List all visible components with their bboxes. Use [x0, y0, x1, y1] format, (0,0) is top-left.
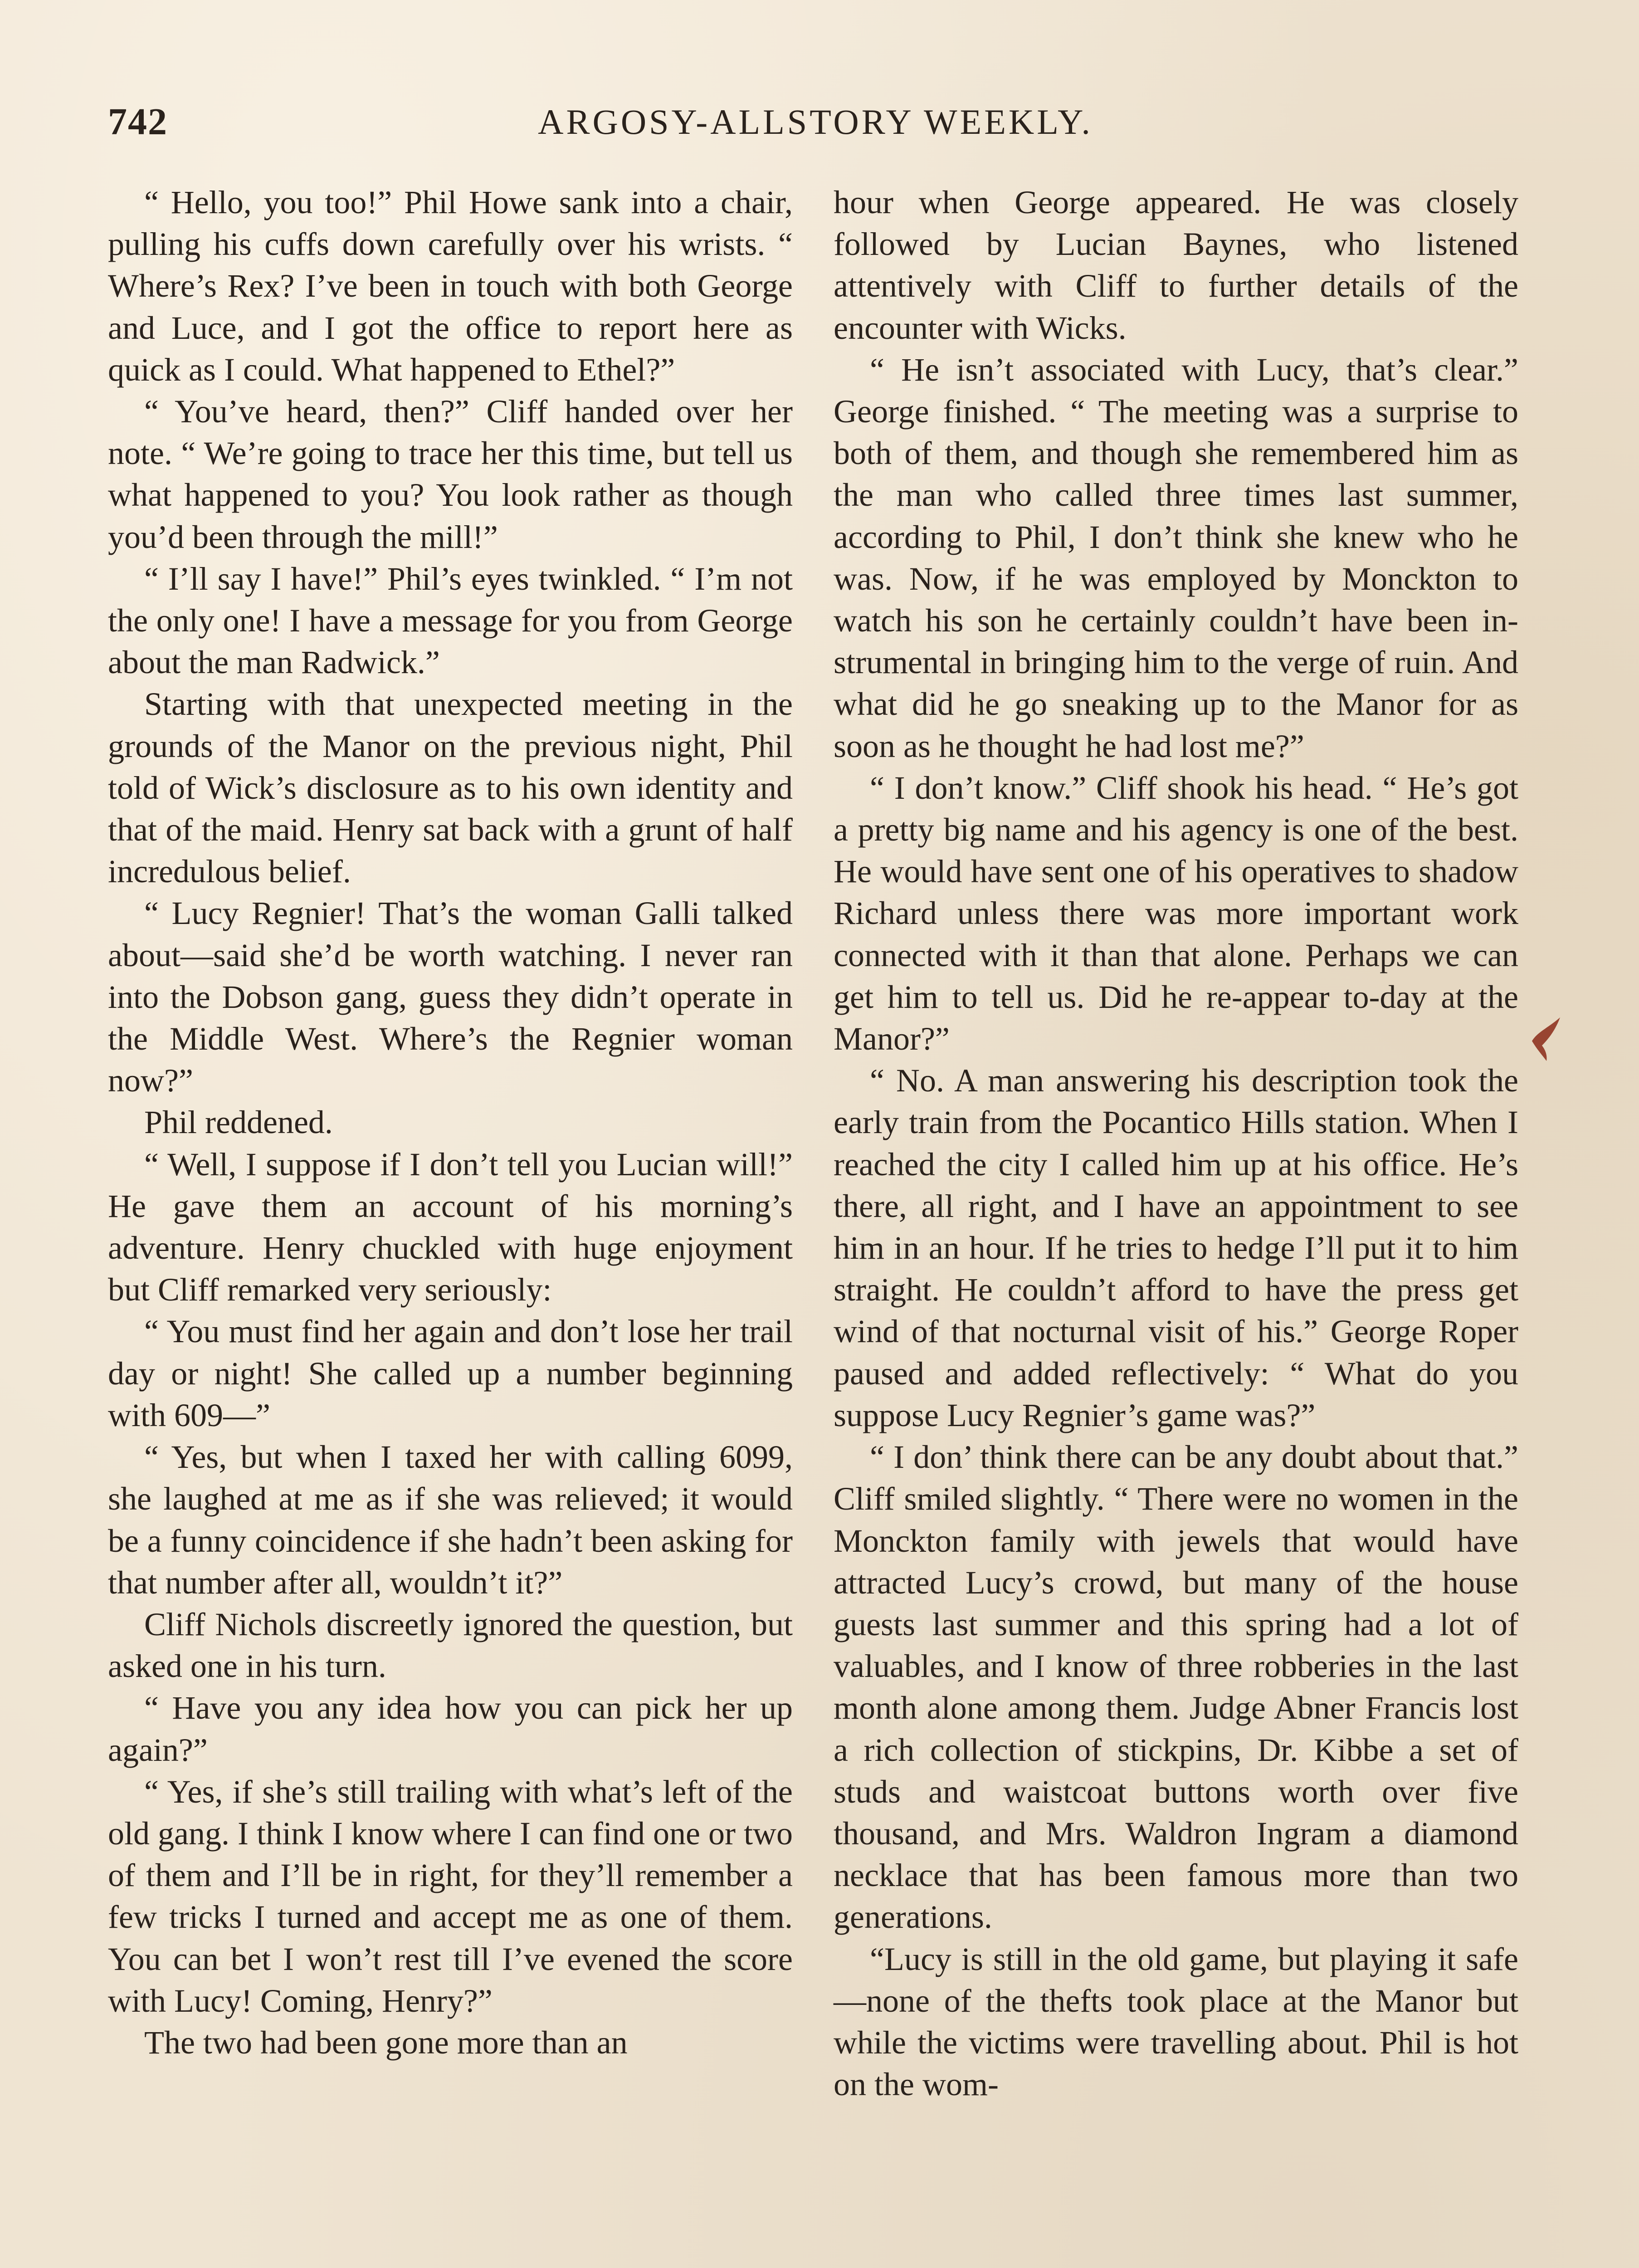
paragraph: “ Well, I suppose if I don’t tell you Lucian will!” He gave them an account of his morning’s adventure. Henry chuckled with huge enjoyment but Cliff remarked very seriously:	[108, 1146, 793, 1308]
paragraph: “ You must find her again and don’t lose her trail day or night! She called up a number beginning with 609—”	[108, 1313, 793, 1433]
paragraph: Phil reddened.	[144, 1104, 333, 1141]
paragraph: “ I’ll say I have!” Phil’s eyes twinkled. “ I’m not the only one! I have a message for you from George about the man Radwick.”	[108, 560, 793, 681]
paragraph: “ Yes, if she’s still trailing with what’s left of the old gang. I think I know where I can find one or two of them and I’ll be in right, for they’ll remember a few tricks I turned and accept me as one of them. You can bet I won’t rest till I’ve evened the score with Lucy! Coming, Henry?”	[108, 1773, 793, 2019]
running-head: ARGOSY-ALLSTORY WEEKLY.	[538, 102, 1093, 142]
paragraph: “ Lucy Regnier! That’s the woman Galli talked about—said she’d be worth watching. I never ran into the Dobson gang, guess they didn’t operate in the Middle West. Where’s the Regnier woman now?”	[108, 895, 793, 1099]
paragraph: Starting with that unexpected meeting in the grounds of the Manor on the previous night, Phil told of Wick’s disclosure as to his own identity and that of the maid. Henry sat back with a grunt of half incredulous belief.	[108, 686, 793, 890]
paragraph: Cliff Nichols discreetly ignored the question, but asked one in his turn.	[108, 1606, 793, 1685]
right-column	[834, 181, 1518, 2105]
paragraph: “ I don’t know.” Cliff shook his head. “ He’s got a pretty big name and his agency is one of the best. He would have sent one of his operatives to shadow Richard unless there was more important work connected with it than that alone. Perhaps we can get him to tell us. Did he re-appear to-day at the Manor?”	[834, 769, 1518, 1057]
paragraph: “Lucy is still in the old game, but playing it safe—none of the thefts took place at the Manor but while the victims were travelling about. Phil is hot on the wom-	[834, 1941, 1518, 2103]
paragraph: “ I don’ think there can be any doubt about that.” Cliff smiled slightly. “ There were no women in the Monckton family with jewels that would have attracted Lucy’s crowd, but many of the house guests last summer and this spring had a lot of valuables, and I know of three robberies in the last month alone among them. Judge Abner Francis lost a rich collection of stickpins, Dr. Kibbe a set of studs and waistcoat buttons worth over five thousand, and Mrs. Waldron Ingram a diamond necklace that has been famous more than two generations.	[834, 1439, 1518, 1936]
paragraph: “ No. A man answering his description took the early train from the Pocantico Hills station. When I reached the city I called him up at his office. He’s there, all right, and I have an appointment to see him in an hour. If he tries to hedge I’ll put it to him straight. He couldn’t afford to have the press get wind of that nocturnal visit of his.” George Roper paused and added reflectively: “ What do you suppose Lucy Regnier’s game was?”	[834, 1062, 1518, 1433]
page-header	[108, 100, 1523, 150]
paragraph: “ He isn’t associated with Lucy, that’s clear.” George finished. “ The meeting was a surprise to both of them, and though she remembered him as the man who called three times last summer, according to Phil, I don’t think she knew who he was. Now, if he was employed by Monckton to watch his son he certainly couldn’t have been instrumental in bringing him to the verge of ruin. And what did he go sneaking up to the Manor for as soon as he thought he had lost me?”	[834, 351, 1518, 764]
ink-smudge	[1528, 1014, 1565, 1064]
paragraph: The two had been gone more than an	[144, 2024, 628, 2061]
paragraph: “ Hello, you too!” Phil Howe sank into a chair, pulling his cuffs down carefully over his wrists. “ Where’s Rex? I’ve been in touch with both George and Luce, and I got the office to report here as quick as I could. What happened to Ethel?”	[108, 184, 793, 388]
left-column	[108, 181, 793, 2063]
paragraph: “ Have you any idea how you can pick her up again?”	[108, 1690, 793, 1768]
paragraph: “ You’ve heard, then?” Cliff handed over her note. “ We’re going to trace her this time, but tell us what happened to you? You look rather as though you’d been through the mill!”	[108, 393, 793, 555]
paragraph: “ Yes, but when I taxed her with calling 6099, she laughed at me as if she was relieved; it would be a funny coincidence if she hadn’t been asking for that number after all, wouldn’t it?”	[108, 1439, 793, 1601]
page-number: 742	[108, 101, 168, 143]
paragraph-continued: hour when George appeared. He was closely followed by Lucian Baynes, who listened attentively with Cliff to further details of the encounter with Wicks.	[834, 184, 1518, 346]
